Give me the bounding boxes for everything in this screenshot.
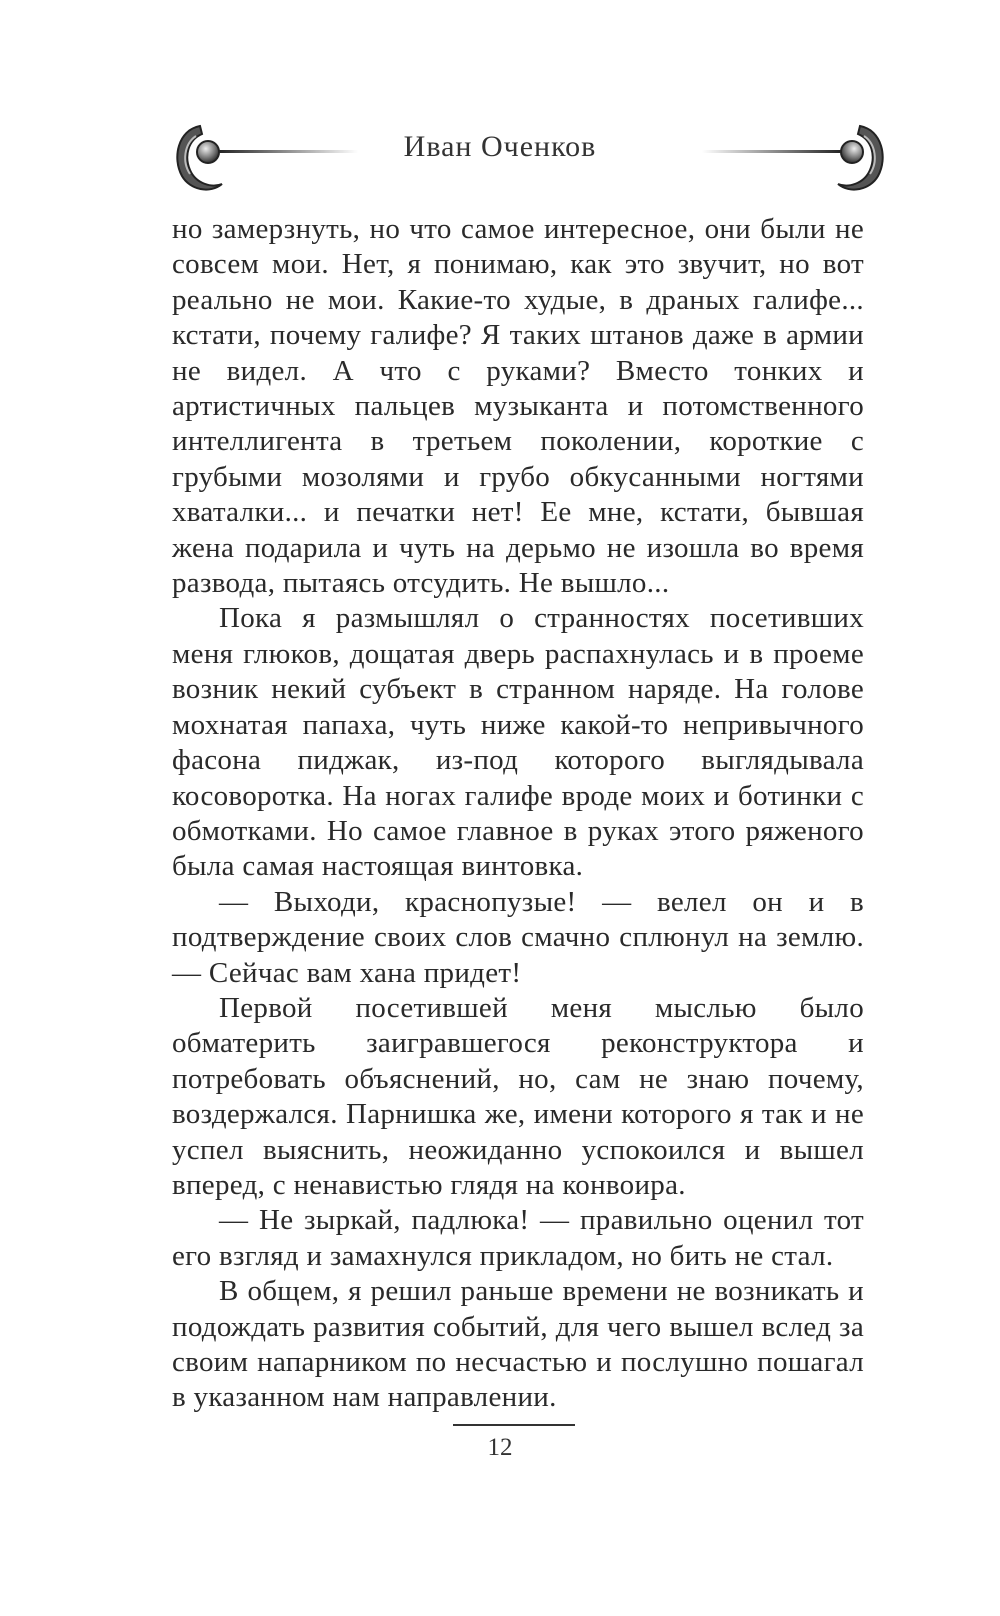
page-number: 12 <box>487 1434 513 1461</box>
paragraph: Первой посетившей меня мыслью было обматерить заигравшегося реконструктора и потребовать объяснений, но, сам не знаю почему, воздержался. Парнишка же, имени которого я так и не успел выяснить, неожиданно успокоился и вышел вперед, с ненавистью глядя на конвоира. <box>172 991 864 1201</box>
paragraph: В общем, я решил раньше времени не возникать и подождать развития событий, для чего вышел вслед за своим напарником по несчастью и послушно пошагал в указанном нам направлении. <box>172 1275 864 1414</box>
footer-rule <box>453 1424 575 1426</box>
paragraph: но замерзнуть, но что самое интересное, они были не совсем мои. Нет, я понимаю, как это звучит, но вот реально не мои. Какие-то худые, в драных галифе... кстати, почему галифе? Я таких штанов даже в армии не видел. А что с руками? Вместо тонких и артистичных пальцев музыканта и потомственного интеллигента в третьем поколении, короткие с грубыми мозолями и грубо обкусанными ногтями хваталки... и печатки нет! Ее мне, кстати, бывшая жена подарила и чуть на дерьмо не изошла во время развода, пытаясь отсудить. Не вышло... <box>172 213 864 600</box>
scroll-ornament-icon <box>700 118 890 198</box>
page-body <box>172 212 864 1416</box>
running-header <box>0 118 1000 198</box>
paragraph: — Выходи, краснопузые! — велел он и в подтверждение своих слов смачно сплюнул на землю. — Сейчас вам хана придет! <box>172 885 864 989</box>
author-name: Иван Оченков <box>403 130 597 163</box>
paragraph: — Не зыркай, падлюка! — правильно оценил тот его взгляд и замахнулся прикладом, но бить не стал. <box>172 1204 864 1272</box>
paragraph: Пока я размышлял о странностях посетивших меня глюков, дощатая дверь распахнулась и в проеме возник некий субъект в странном наряде. На голове мохнатая папаха, чуть ниже какой-то непривычного фасона пиджак, из-под которого выглядывала косоворотка. На ногах галифе вроде моих и ботинки с обмотками. Но самое главное в руках этого ряженого была самая настоящая винтовка. <box>172 602 864 883</box>
